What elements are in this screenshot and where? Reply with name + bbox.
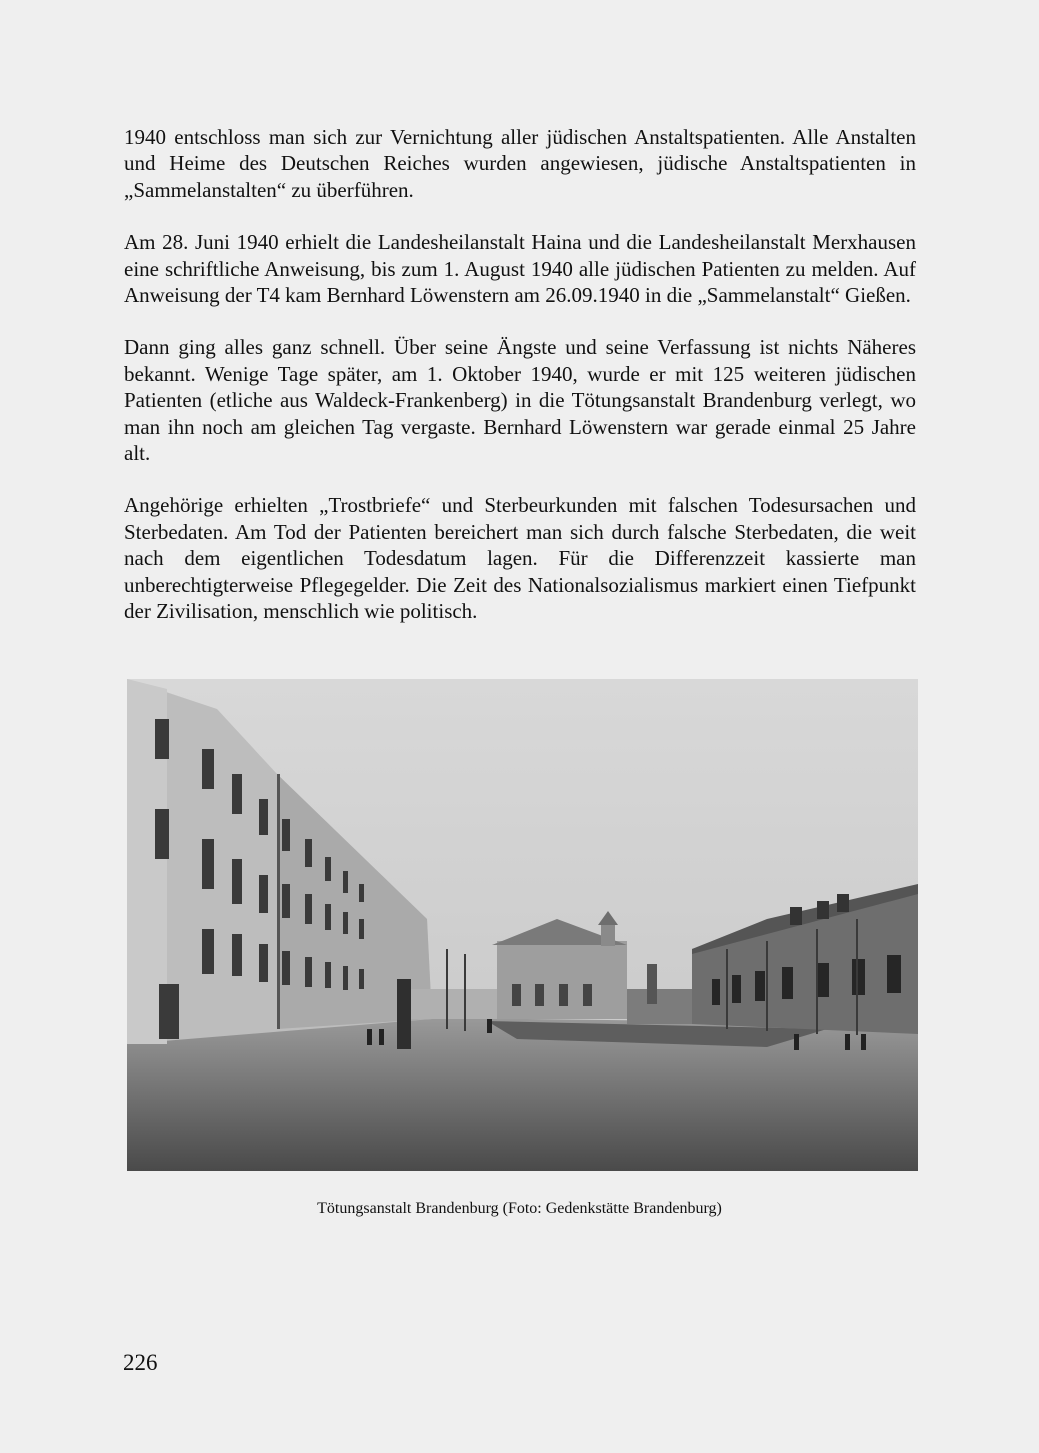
paragraph-2: Am 28. Juni 1940 erhielt die Landesheilanstalt Haina und die Landesheilanstalt Merxhausen eine schriftliche Anweisung, bis zum 1. August 1940 alle jüdischen Patienten zu melden. Auf Anweisung der T4 kam Bernhard Löwenstern am 26.09.1940 in die „Sammelanstalt“ Gießen. — [124, 230, 916, 308]
photo-caption: Tötungsanstalt Brandenburg (Foto: Gedenkstätte Brandenburg) — [317, 1200, 722, 1217]
body-text — [124, 124, 916, 625]
paragraph-3: Dann ging alles ganz schnell. Über seine Ängste und seine Verfassung ist nichts Näheres bekannt. Wenige Tage später, am 1. Oktober 1940, wurde er mit 125 weiteren jüdischen Patienten (etliche aus Waldeck-Frankenberg) in die Tötungsanstalt Brandenburg verlegt, wo man ihn noch am gleichen Tag vergaste. Bernhard Löwenstern war gerade einmal 25 Jahre alt. — [124, 335, 916, 466]
paragraph-1: 1940 entschloss man sich zur Vernichtung aller jüdischen Anstaltspatienten. Alle Anstalten und Heime des Deutschen Reiches wurden angewiesen, jüdische Anstaltspatienten in „Sammelanstalten“ zu überführen. — [124, 125, 916, 202]
historic-photo-brandenburg — [127, 679, 918, 1171]
paragraph-4: Angehörige erhielten „Trostbriefe“ und Sterbeurkunden mit falschen Todesursachen und Sterbedaten. Am Tod der Patienten bereichert man sich durch falsche Sterbedaten, die weit nach dem eigentlichen Todesdatum lagen. Für die Differenzzeit kassierte man unberechtigterweise Pflegegelder. Die Zeit des Nationalsozialismus markiert einen Tiefpunkt der Zivilisation, menschlich wie politisch. — [124, 493, 916, 624]
page-number: 226 — [123, 1350, 158, 1375]
